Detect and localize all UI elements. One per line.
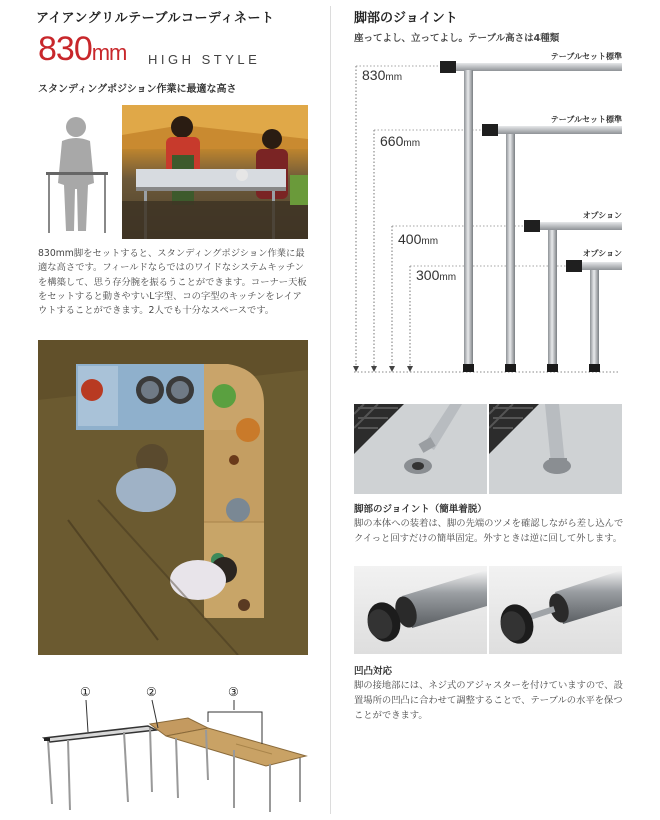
joint-body: 脚の本体への装着は、脚の先端のツメを確認しながら差し込んでクイっと回すだけの簡単固定。外すときは逆に回して外します。 [354,518,624,544]
height-unit: mm [91,40,127,65]
height-subtitle: 座ってよし、立ってよし。テーブル高さは4種類 [354,33,560,44]
height-heading [38,30,126,69]
diagram-label-1: ① [80,685,91,699]
person-silhouette-illustration [38,105,116,235]
height-number: 830 [38,30,92,68]
leg-830-tag: テーブルセット標準 [550,52,622,61]
leg-heights-diagram [346,50,660,380]
adjuster-body: 脚の接地部には、ネジ式のアジャスターを付けていますので、設置場所の凹凸に合わせて調整することで、テーブルの水平を保つことができます。 [354,680,623,721]
joint-photo-after [489,404,622,494]
leg-660-height: 660 [380,133,404,149]
leg-400-unit: mm [421,236,439,247]
diagram-label-2: ② [146,685,157,699]
leg-400-tag: オプション [582,211,622,220]
table-layout-diagram [38,680,310,815]
adjuster-heading: 凹凸対応 [354,666,393,677]
overhead-kitchen-photo [38,340,308,655]
leg-300-height: 300 [416,267,440,283]
leg-300-unit: mm [439,272,457,283]
section-title-coordinate: アイアングリルテーブルコーディネート [36,11,275,26]
leg-300-tag: オプション [582,249,622,258]
joint-photo-before [354,404,487,494]
right-column [346,0,660,820]
adjuster-photo-retracted [354,566,487,654]
cooking-photo [122,105,308,239]
svg-text:830mm [362,67,402,83]
adjuster-photo-extended [489,566,622,654]
leg-660-unit: mm [403,138,421,149]
cooking-photo-art [122,105,308,239]
section-title-joint: 脚部のジョイント [354,11,458,26]
adjuster-photos [354,566,622,654]
diagram-label-3: ③ [228,685,239,699]
overhead-kitchen-art [38,340,308,655]
lead-text: スタンディングポジション作業に最適な高さ [38,84,237,95]
svg-text:300mm [416,267,456,283]
svg-text:660mm [380,133,420,149]
leg-830-height: 830 [362,67,386,83]
leg-400-height: 400 [398,231,422,247]
svg-text:400mm [398,231,438,247]
joint-photos [354,404,622,494]
body-text: 830mm脚をセットすると、スタンディングポジション作業に最適な高さです。フィールドならではのワイドなシステムキッチンを構築して、思う存分腕を振るうことができます。コーナー天板をセットすると動きやすいL字型、コの字型のキッチンをレイアウトすることができます。2人でも十分なスペースです。 [38,248,307,317]
joint-heading: 脚部のジョイント（簡単着脱） [354,504,487,515]
column-divider [330,6,331,814]
style-name: HIGH STYLE [148,52,261,67]
leg-830-unit: mm [385,72,403,83]
leg-660-tag: テーブルセット標準 [550,115,622,124]
